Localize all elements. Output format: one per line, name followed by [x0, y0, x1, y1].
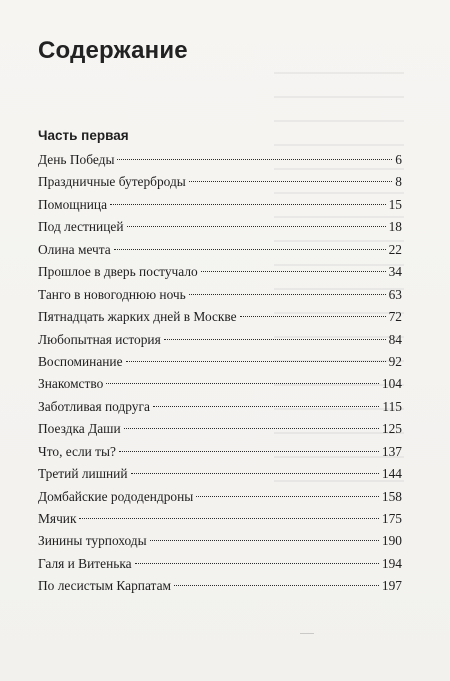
toc-entry — [38, 396, 402, 418]
toc-entry-page: 158 — [381, 488, 402, 504]
toc-entry-title: Домбайские рододендроны — [38, 488, 194, 504]
dot-leader — [119, 451, 379, 452]
dot-leader — [150, 540, 379, 541]
dot-leader — [117, 159, 392, 160]
toc-entry-title: Что, если ты? — [38, 443, 116, 459]
toc-entry — [38, 441, 402, 463]
toc-entry — [38, 216, 402, 238]
toc-entry-title: День Победы — [38, 152, 115, 167]
toc-entry-title: Праздничные бутерброды — [38, 174, 186, 190]
dot-leader — [124, 428, 379, 429]
dot-leader — [106, 383, 379, 384]
toc-entry — [38, 463, 402, 485]
toc-entry — [38, 418, 402, 440]
toc-entry-title: Галя и Витенька — [38, 555, 132, 571]
toc-entry-title: Пятнадцать жарких дней в Москве — [38, 309, 237, 325]
table-of-contents — [38, 149, 402, 598]
toc-entry — [38, 530, 402, 552]
toc-entry — [38, 508, 402, 530]
toc-entry-title: Танго в новогоднюю ночь — [38, 286, 186, 302]
toc-entry-title: Олина мечта — [38, 241, 111, 257]
toc-entry-page: 84 — [388, 331, 402, 347]
dot-leader — [201, 271, 386, 272]
toc-entry-page: 8 — [395, 174, 402, 190]
toc-entry-page: 15 — [388, 196, 402, 212]
toc-entry — [38, 306, 402, 328]
dot-leader — [131, 473, 379, 474]
dot-leader — [174, 585, 379, 586]
dot-leader — [153, 406, 380, 407]
dot-leader — [135, 563, 379, 564]
toc-entry — [38, 575, 402, 597]
toc-entry — [38, 553, 402, 575]
page-title: Содержание — [38, 37, 188, 64]
toc-entry — [38, 373, 402, 395]
dot-leader — [189, 294, 386, 295]
toc-entry — [38, 351, 402, 373]
part-heading: Часть первая — [38, 128, 129, 143]
dot-leader — [126, 361, 386, 362]
toc-entry — [38, 284, 402, 306]
toc-entry-page: 137 — [381, 443, 402, 459]
toc-entry — [38, 171, 402, 193]
toc-entry-title: По лесистым Карпатам — [38, 578, 171, 594]
dot-leader — [196, 496, 379, 497]
toc-entry-page: 115 — [382, 398, 402, 414]
toc-entry — [38, 486, 402, 508]
toc-entry-page: 190 — [381, 533, 402, 549]
toc-entry — [38, 149, 402, 171]
dot-leader — [189, 181, 392, 182]
toc-entry-page: 194 — [381, 555, 402, 571]
toc-entry-page: 104 — [381, 376, 402, 392]
toc-entry-page: 125 — [381, 421, 402, 437]
toc-entry-title: Любопытная история — [38, 331, 161, 347]
toc-entry-page: 72 — [388, 309, 402, 325]
dot-leader — [114, 249, 386, 250]
toc-entry-title: Помощница — [38, 196, 108, 212]
dot-leader — [164, 339, 386, 340]
toc-entry-title: Знакомство — [38, 376, 104, 392]
toc-entry — [38, 329, 402, 351]
toc-entry-page: 197 — [381, 578, 402, 594]
toc-entry-page: 144 — [381, 466, 402, 482]
toc-entry-title: Мячик — [38, 511, 77, 526]
footer-mark — [300, 633, 314, 634]
toc-entry — [38, 239, 402, 261]
toc-entry-page: 34 — [388, 264, 402, 280]
toc-entry-page: 6 — [395, 152, 402, 167]
toc-entry — [38, 194, 402, 216]
toc-entry-page: 92 — [388, 353, 402, 369]
toc-entry-title: Под лестницей — [38, 219, 124, 235]
toc-entry-title: Воспоминание — [38, 353, 123, 369]
dot-leader — [110, 204, 386, 205]
toc-entry-title: Зинины турпоходы — [38, 533, 147, 549]
dot-leader — [240, 316, 386, 317]
toc-entry-page: 63 — [388, 286, 402, 302]
toc-entry-title: Заботливая подруга — [38, 398, 150, 414]
toc-entry-title: Третий лишний — [38, 466, 128, 482]
toc-entry-title: Поездка Даши — [38, 421, 121, 437]
dot-leader — [79, 518, 378, 519]
dot-leader — [127, 226, 386, 227]
toc-entry-page: 18 — [388, 219, 402, 235]
toc-entry — [38, 261, 402, 283]
toc-entry-title: Прошлое в дверь постучало — [38, 264, 198, 280]
toc-entry-page: 175 — [381, 511, 402, 526]
toc-entry-page: 22 — [388, 241, 402, 257]
